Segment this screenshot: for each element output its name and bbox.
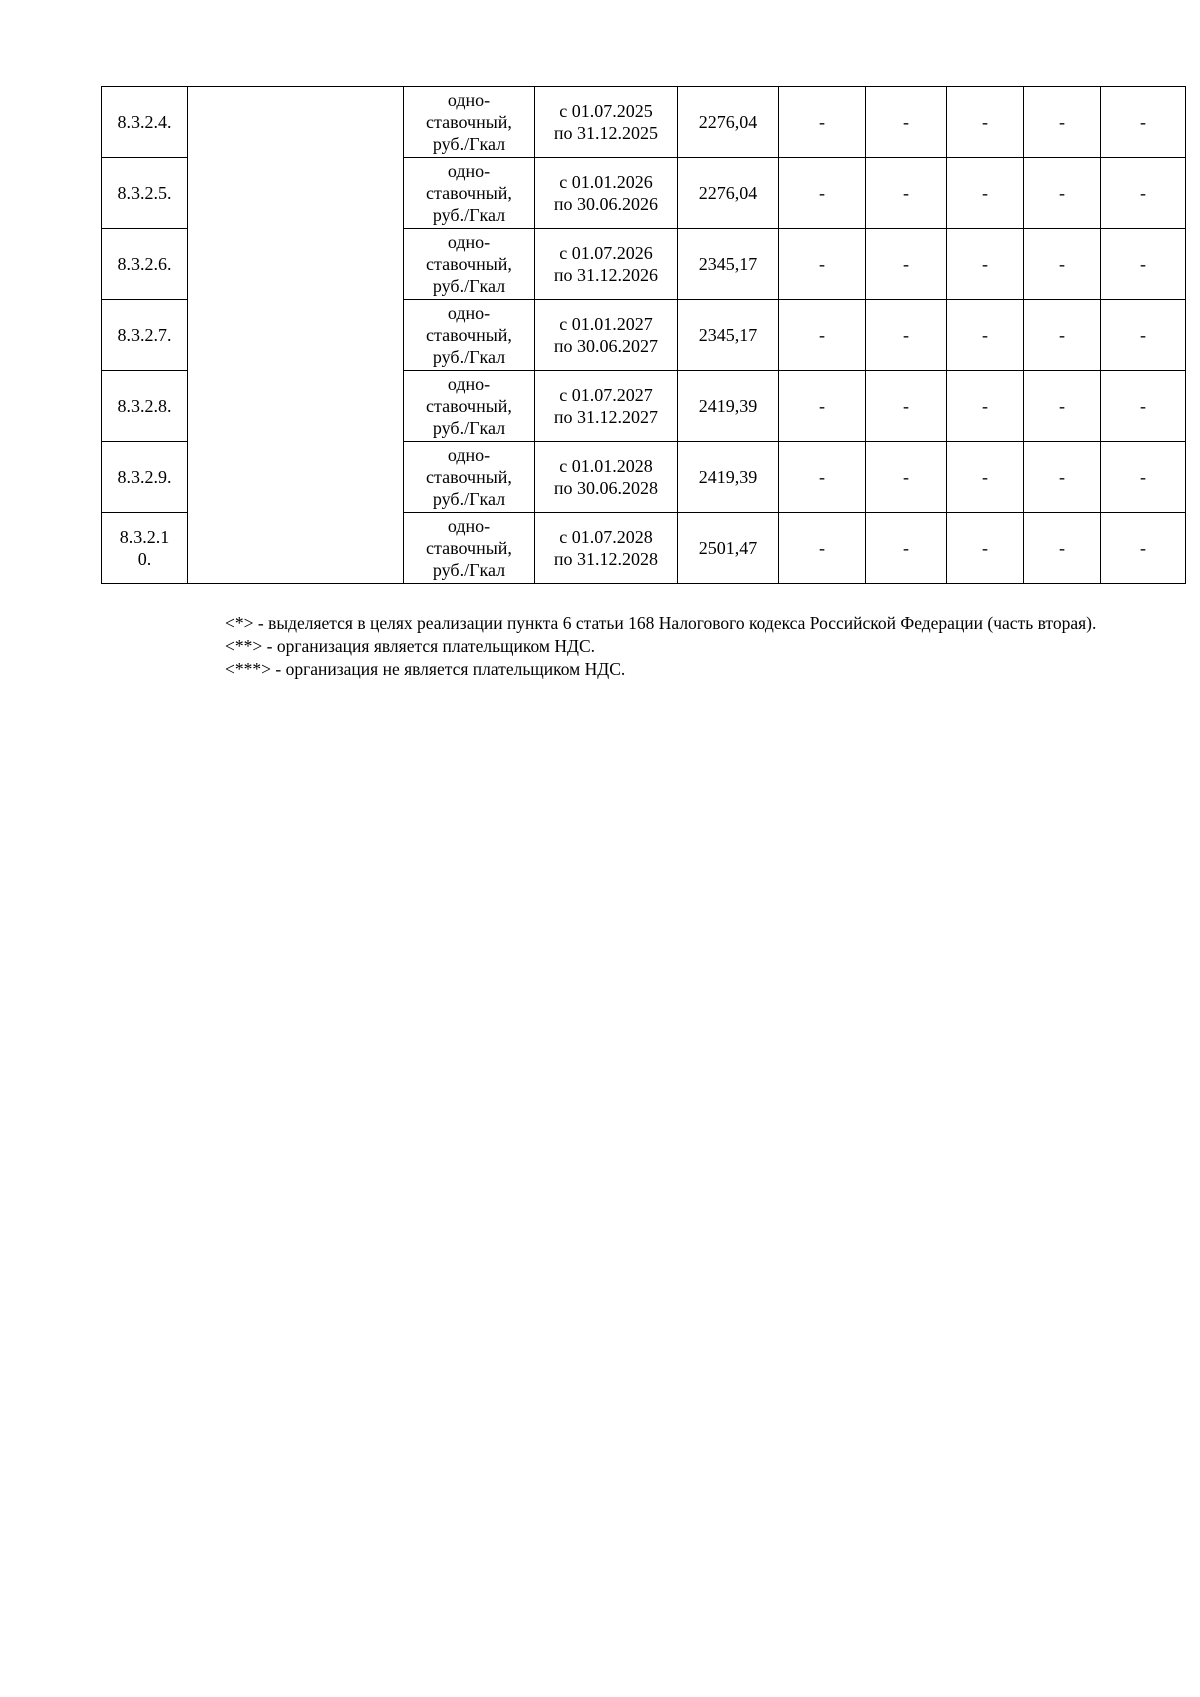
dash-cell: - <box>947 442 1024 513</box>
dash-cell: - <box>1024 229 1101 300</box>
dash-cell: - <box>866 442 947 513</box>
dash-cell: - <box>779 158 866 229</box>
footnote-not-vat-payer: <***> - организация не является плательщиком НДС. <box>225 659 626 679</box>
dash-cell: - <box>947 87 1024 158</box>
tariff-value: 2276,04 <box>678 158 779 229</box>
tariff-type: одно- ставочный, руб./Гкал <box>404 87 535 158</box>
dash-cell: - <box>866 158 947 229</box>
tariff-period: с 01.01.2026 по 30.06.2026 <box>535 158 678 229</box>
row-code: 8.3.2.1 0. <box>102 513 188 584</box>
dash-cell: - <box>779 87 866 158</box>
tariff-type: одно- ставочный, руб./Гкал <box>404 300 535 371</box>
tariff-value: 2345,17 <box>678 300 779 371</box>
dash-cell: - <box>947 158 1024 229</box>
tariff-type: одно- ставочный, руб./Гкал <box>404 371 535 442</box>
dash-cell: - <box>866 513 947 584</box>
dash-cell: - <box>1024 513 1101 584</box>
table-row <box>102 87 1186 158</box>
footnote-vat-payer: <**> - организация является плательщиком НДС. <box>225 636 595 656</box>
footnote-vat-allocated: <*> - выделяется в целях реализации пункта 6 статьи 168 Налогового кодекса Российской Федерации (часть вторая). <box>225 613 1097 633</box>
dash-cell: - <box>866 229 947 300</box>
dash-cell: - <box>947 300 1024 371</box>
dash-cell: - <box>1024 371 1101 442</box>
dash-cell: - <box>1101 513 1186 584</box>
dash-cell: - <box>1101 442 1186 513</box>
dash-cell: - <box>1101 229 1186 300</box>
tariff-value: 2345,17 <box>678 229 779 300</box>
dash-cell: - <box>947 513 1024 584</box>
dash-cell: - <box>779 513 866 584</box>
tariff-type: одно- ставочный, руб./Гкал <box>404 158 535 229</box>
tariff-period: с 01.01.2027 по 30.06.2027 <box>535 300 678 371</box>
dash-cell: - <box>1024 300 1101 371</box>
tariff-period: с 01.07.2028 по 31.12.2028 <box>535 513 678 584</box>
row-code: 8.3.2.9. <box>102 442 188 513</box>
tariff-type: одно- ставочный, руб./Гкал <box>404 442 535 513</box>
dash-cell: - <box>1101 87 1186 158</box>
tariff-period: с 01.07.2026 по 31.12.2026 <box>535 229 678 300</box>
tariff-value: 2419,39 <box>678 371 779 442</box>
tariff-type: одно- ставочный, руб./Гкал <box>404 229 535 300</box>
tariff-value: 2419,39 <box>678 442 779 513</box>
tariff-table <box>101 86 1186 584</box>
dash-cell: - <box>1024 87 1101 158</box>
row-code: 8.3.2.8. <box>102 371 188 442</box>
tariff-type: одно- ставочный, руб./Гкал <box>404 513 535 584</box>
tariff-period: с 01.07.2025 по 31.12.2025 <box>535 87 678 158</box>
dash-cell: - <box>779 371 866 442</box>
merged-blank-cell <box>188 87 404 584</box>
dash-cell: - <box>779 442 866 513</box>
row-code: 8.3.2.5. <box>102 158 188 229</box>
dash-cell: - <box>1024 158 1101 229</box>
row-code: 8.3.2.6. <box>102 229 188 300</box>
tariff-value: 2501,47 <box>678 513 779 584</box>
dash-cell: - <box>1101 371 1186 442</box>
dash-cell: - <box>1101 158 1186 229</box>
tariff-period: с 01.01.2028 по 30.06.2028 <box>535 442 678 513</box>
row-code: 8.3.2.4. <box>102 87 188 158</box>
tariff-value: 2276,04 <box>678 87 779 158</box>
tariff-period: с 01.07.2027 по 31.12.2027 <box>535 371 678 442</box>
dash-cell: - <box>1101 300 1186 371</box>
dash-cell: - <box>947 371 1024 442</box>
row-code: 8.3.2.7. <box>102 300 188 371</box>
footnotes <box>172 612 1132 681</box>
dash-cell: - <box>866 371 947 442</box>
dash-cell: - <box>947 229 1024 300</box>
dash-cell: - <box>779 300 866 371</box>
dash-cell: - <box>779 229 866 300</box>
dash-cell: - <box>1024 442 1101 513</box>
dash-cell: - <box>866 87 947 158</box>
dash-cell: - <box>866 300 947 371</box>
